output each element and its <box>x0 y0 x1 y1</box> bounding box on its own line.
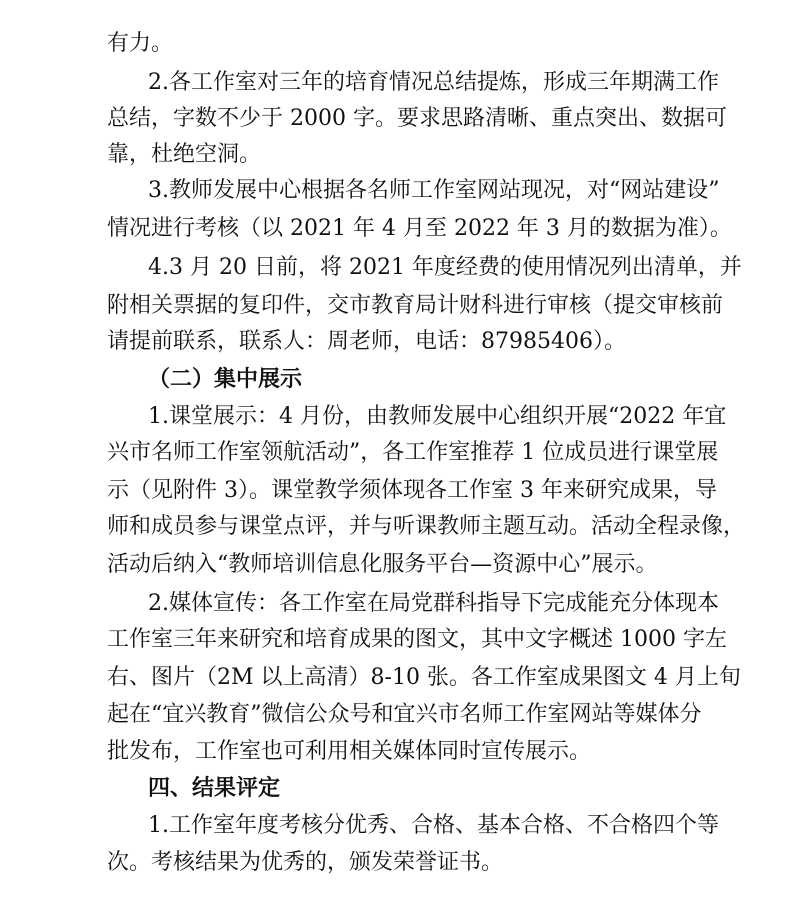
section-heading: 四、结果评定 <box>148 776 281 801</box>
paragraph-line: 右、图片（2M 以上高清）8-10 张。各工作室成果图文 4 月上旬 <box>107 665 741 690</box>
paragraph-line: 有力。 <box>107 31 174 56</box>
paragraph-line: 2.各工作室对三年的培育情况总结提炼，形成三年期满工作 <box>148 70 719 95</box>
section-heading: （二）集中展示 <box>148 367 303 392</box>
paragraph-line: 批发布，工作室也可利用相关媒体同时宣传展示。 <box>107 739 592 764</box>
paragraph-line: 3.教师发展中心根据各名师工作室网站现况，对“网站建设” <box>148 178 720 203</box>
paragraph-line: 靠，杜绝空洞。 <box>107 142 262 167</box>
paragraph-line: 师和成员参与课堂点评，并与听课教师主题互动。活动全程录像， <box>107 514 746 539</box>
paragraph-line: 请提前联系，联系人：周老师，电话：87985406）。 <box>107 329 626 354</box>
paragraph-line: 活动后纳入“教师培训信息化服务平台—资源中心”展示。 <box>107 552 658 577</box>
paragraph-line: 示（见附件 3）。课堂教学须体现各工作室 3 年来研究成果，导 <box>107 478 717 503</box>
paragraph-line: 2.媒体宣传：各工作室在局党群科指导下完成能充分体现本 <box>148 591 719 616</box>
paragraph-line: 工作室三年来研究和培育成果的图文，其中文字概述 1000 字左 <box>107 627 727 652</box>
paragraph-line: 情况进行考核（以 2021 年 4 月至 2022 年 3 月的数据为准）。 <box>107 216 732 241</box>
paragraph-line: 起在“宜兴教育”微信公众号和宜兴市名师工作室网站等媒体分 <box>107 702 702 727</box>
paragraph-line: 总结，字数不少于 2000 字。要求思路清晰、重点突出、数据可 <box>107 106 727 131</box>
paragraph-line: 次。考核结果为优秀的，颁发荣誉证书。 <box>107 850 504 875</box>
paragraph-line: 附相关票据的复印件，交市教育局计财科进行审核（提交审核前 <box>107 293 724 318</box>
paragraph-line: 兴市名师工作室领航活动”，各工作室推荐 1 位成员进行课堂展 <box>107 440 719 465</box>
paragraph-line: 1.课堂展示：4 月份，由教师发展中心组织开展“2022 年宜 <box>148 404 727 429</box>
paragraph-line: 4.3 月 20 日前，将 2021 年度经费的使用情况列出清单，并 <box>148 255 742 280</box>
paragraph-line: 1.工作室年度考核分优秀、合格、基本合格、不合格四个等 <box>148 813 719 838</box>
